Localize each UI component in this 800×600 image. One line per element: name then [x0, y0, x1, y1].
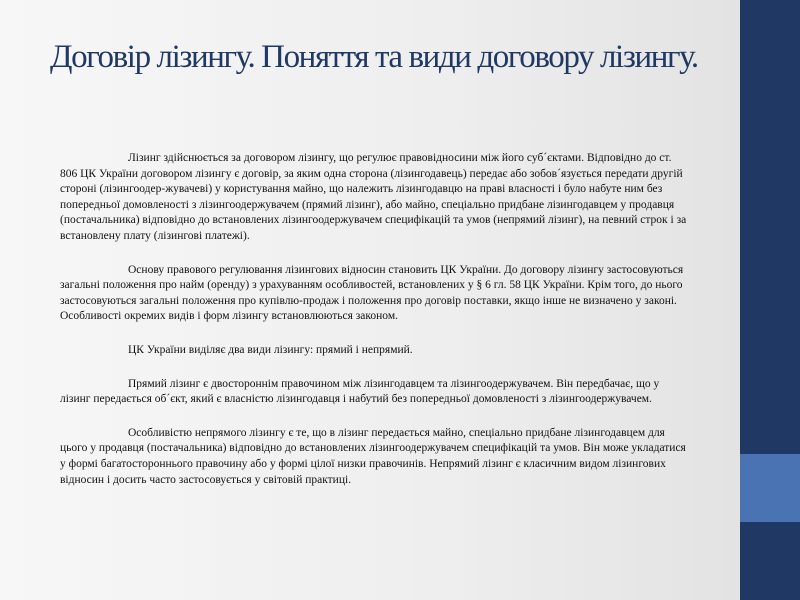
paragraph-direct-leasing: Прямий лізинг є двостороннім правочином між лізингодавцем та лізингоодержувачем. Він передбачає, що у лізинг передається об´єкт, який є власністю лізингодавця і набутий без попередньої домовленості з лізингоодержувачем. — [60, 377, 660, 406]
paragraph-leasing-types: ЦК України виділяє два види лізингу: прямий і непрямий. — [128, 343, 413, 356]
paragraph-leasing-definition: Лізинг здійснюється за договором лізингу, що регулює правовідносини між його суб´єктами. Відповідно до ст. 806 ЦК України договором лізингу є договір, за яким одна сторона (лізингодавець) передає або зобов´язується передати другій стороні (лізингоодер-жувачеві) у користування майно, що належить лізингодавцю на праві власності і було набуте ним без попередньої домовленості з лізингоодержувачем (прямий лізинг), або майно, спеціально придбане лізингодавцем у продавця (постачальника) відповідно до встановлених лізингоодержувачем специфікацій та умов (непрямий лізинг), на певний строк і за встановлену плату (лізингові платежі). — [60, 152, 687, 242]
paragraph-legal-basis: Основу правового регулювання лізингових відносин становить ЦК України. До договору лізингу застосовуються загальні положення про найм (оренду) з урахуванням особливостей, встановлених у § 6 гл. 58 ЦК України. Крім того, до нього застосовуються загальні положення про купівлю-продаж і положення про договір поставки, якщо інше не визначено у законі. Особливості окремих видів і форм лізингу встановлюються законом. — [60, 263, 684, 323]
slide-title: Договір лізингу. Поняття та види договору лізингу. — [50, 39, 698, 75]
paragraph-indirect-leasing: Особливістю непрямого лізингу є те, що в лізинг передається майно, спеціально придбане лізингодавцем для цього у продавця (постачальника) відповідно до встановлених лізингоодержувачем специфікацій та умов. Він може укладатися у формі багатостороннього правочину або у формі цілої низки правочинів. Непрямий лізинг є класичним видом лізингових відносин і досить часто застосовується у світовій практиці. — [60, 426, 686, 486]
sidebar-accent-block — [740, 454, 800, 522]
slide-body — [60, 151, 690, 506]
